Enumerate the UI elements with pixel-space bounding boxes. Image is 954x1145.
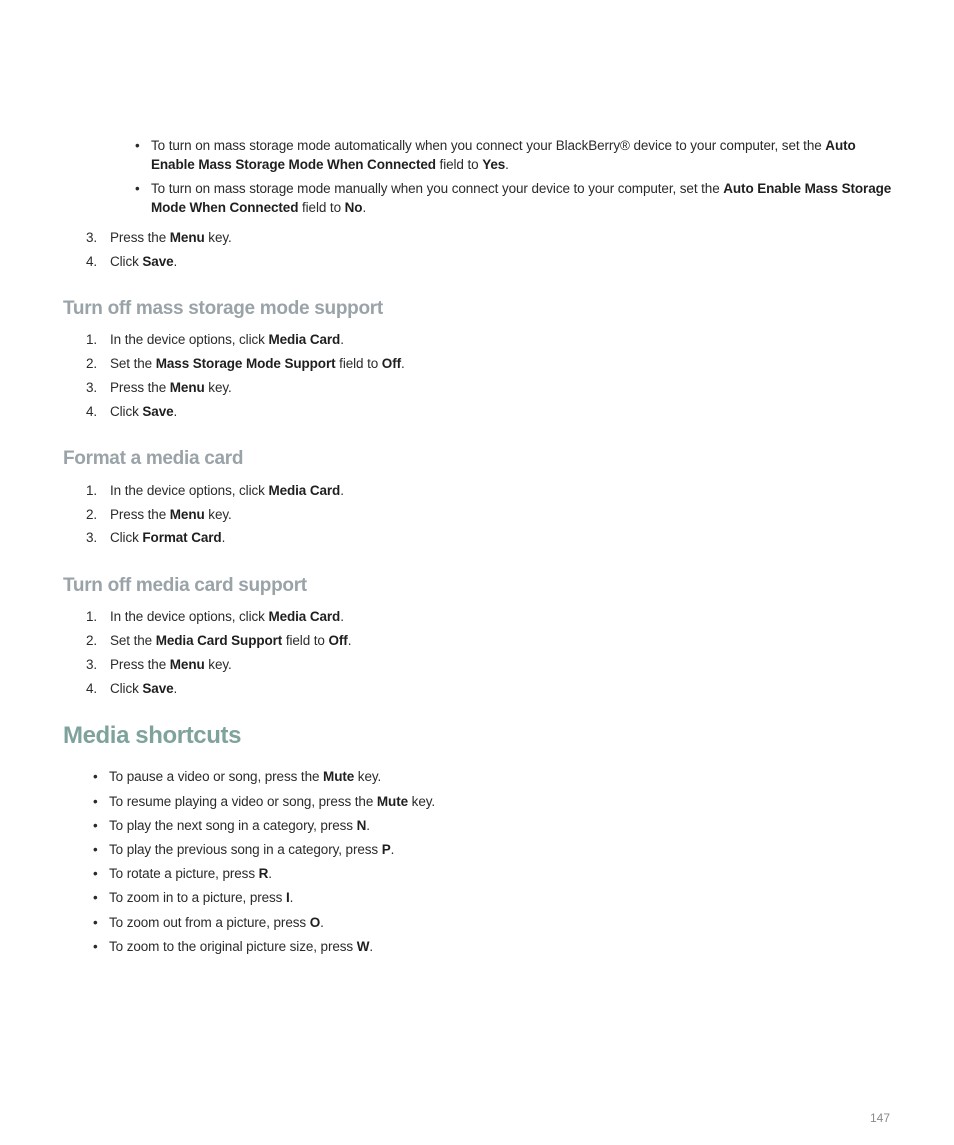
step-number: 2. (86, 507, 98, 522)
step-number: 2. (86, 356, 98, 371)
step-text: . (221, 530, 226, 545)
bullet-text: . (505, 157, 509, 172)
page-number: 147 (870, 1111, 891, 1125)
step-bold: Media Card (268, 483, 341, 498)
shortcut-key: N (356, 818, 367, 833)
step-item (86, 655, 232, 674)
shortcut-text: . (369, 939, 374, 954)
shortcut-key: R (258, 866, 269, 881)
bullet-glyph: • (135, 138, 140, 153)
shortcut-text: To zoom in to a picture, press (109, 890, 286, 905)
step-number: 3. (86, 530, 98, 545)
step-text: Press the (110, 507, 170, 522)
field-name: Auto Enable Mass Storage Mode When Connected (151, 181, 892, 215)
step-text: In the device options, click (110, 609, 269, 624)
step-number: 3. (86, 230, 98, 245)
shortcut-text: To zoom to the original picture size, press (109, 939, 357, 954)
shortcut-item (93, 840, 394, 859)
key-name: Menu (169, 230, 205, 245)
shortcut-key: Mute (323, 769, 355, 784)
step-text: Click (110, 681, 143, 696)
bullet-glyph: • (93, 818, 98, 833)
menu-item-name: Save (142, 254, 174, 269)
step-bold: Menu (169, 380, 205, 395)
bullet-glyph: • (93, 866, 98, 881)
step-number: 4. (86, 681, 98, 696)
section-heading: Format a media card (63, 448, 244, 469)
step-bold: Mass Storage Mode Support (155, 356, 336, 371)
step-number: 3. (86, 657, 98, 672)
step-number: 3. (86, 380, 98, 395)
step-text: key. (204, 657, 232, 672)
step-bold: Menu (169, 507, 205, 522)
bullet-glyph: • (93, 842, 98, 857)
shortcut-text: To zoom out from a picture, press (109, 915, 310, 930)
shortcut-key: O (309, 915, 321, 930)
step-item (86, 228, 232, 247)
step-item (86, 607, 344, 626)
shortcut-item (93, 888, 293, 907)
step-item (86, 528, 225, 547)
step-bold: Media Card (268, 332, 341, 347)
step-text: key. (204, 230, 232, 245)
step-number: 2. (86, 633, 98, 648)
shortcut-text: To pause a video or song, press the (109, 769, 324, 784)
shortcut-key: Mute (376, 794, 409, 809)
step-text: Set the (110, 633, 156, 648)
bullet-text: To turn on mass storage mode manually when you connect your device to your computer, set the (151, 181, 724, 196)
shortcut-item (93, 767, 381, 786)
bullet-glyph: • (135, 181, 140, 196)
intro-bullet-item (135, 179, 895, 217)
shortcut-item (93, 792, 435, 811)
step-bold: Media Card (268, 609, 341, 624)
shortcut-text: . (320, 915, 324, 930)
shortcut-item (93, 913, 324, 932)
step-text: Click (110, 254, 143, 269)
bullet-glyph: • (93, 794, 98, 809)
step-bold: Save (142, 681, 174, 696)
shortcut-key: I (285, 890, 290, 905)
step-text: . (173, 681, 178, 696)
step-item (86, 330, 344, 349)
step-text: key. (204, 507, 232, 522)
step-bold: Format Card (142, 530, 222, 545)
shortcut-text: . (390, 842, 395, 857)
step-item (86, 402, 177, 421)
step-text: key. (204, 380, 232, 395)
step-text: Click (110, 530, 143, 545)
bullet-glyph: • (93, 915, 98, 930)
step-text: Click (110, 404, 143, 419)
shortcut-text: . (366, 818, 370, 833)
step-item (86, 631, 351, 650)
shortcut-key: P (381, 842, 391, 857)
intro-bullet-list (135, 136, 895, 222)
bullet-glyph: • (93, 769, 98, 784)
step-number: 1. (86, 483, 98, 498)
step-number: 4. (86, 404, 98, 419)
step-text: field to (282, 633, 329, 648)
step-item (86, 505, 232, 524)
shortcut-text: . (289, 890, 294, 905)
step-text: Press the (110, 230, 170, 245)
step-bold: Save (142, 404, 174, 419)
field-name: Auto Enable Mass Storage Mode When Connected (151, 138, 856, 172)
step-text: . (401, 356, 405, 371)
bullet-text: . (362, 200, 367, 215)
step-number: 1. (86, 332, 98, 347)
bullet-text: field to (435, 157, 483, 172)
step-number: 1. (86, 609, 98, 624)
step-text: In the device options, click (110, 332, 269, 347)
step-text: . (340, 483, 344, 498)
shortcut-text: . (268, 866, 272, 881)
step-item (86, 252, 177, 271)
step-item (86, 378, 232, 397)
bullet-text: To turn on mass storage mode automatically when you connect your BlackBerry® device to your computer, set the (151, 138, 826, 153)
step-bold: Off (381, 356, 401, 371)
bullet-glyph: • (93, 939, 98, 954)
step-bold: Menu (169, 657, 205, 672)
shortcut-item (93, 816, 370, 835)
field-value: Yes (482, 157, 506, 172)
step-text: . (173, 404, 178, 419)
intro-bullet-item (135, 136, 895, 174)
step-text: Press the (110, 380, 170, 395)
step-item (86, 354, 405, 373)
field-value: No (344, 200, 363, 215)
shortcut-item (93, 864, 272, 883)
shortcut-key: W (356, 939, 370, 954)
shortcut-text: To play the next song in a category, press (109, 818, 357, 833)
shortcut-text: key. (408, 794, 436, 809)
media-shortcuts-heading: Media shortcuts (63, 722, 242, 749)
step-item (86, 679, 177, 698)
shortcut-text: To rotate a picture, press (109, 866, 259, 881)
step-text: . (340, 609, 344, 624)
step-text: field to (335, 356, 382, 371)
step-item (86, 481, 344, 500)
step-text: . (347, 633, 352, 648)
step-text: . (173, 254, 178, 269)
step-text: Set the (110, 356, 156, 371)
step-bold: Off (328, 633, 348, 648)
shortcut-text: To play the previous song in a category, press (109, 842, 382, 857)
step-number: 4. (86, 254, 98, 269)
bullet-glyph: • (93, 890, 98, 905)
section-heading: Turn off mass storage mode support (63, 298, 383, 319)
section-heading: Turn off media card support (63, 575, 307, 596)
shortcut-text: key. (354, 769, 382, 784)
step-text: In the device options, click (110, 483, 269, 498)
step-text: . (340, 332, 344, 347)
shortcut-item (93, 937, 373, 956)
bullet-text: field to (298, 200, 345, 215)
step-text: Press the (110, 657, 170, 672)
step-bold: Media Card Support (155, 633, 283, 648)
shortcut-text: To resume playing a video or song, press the (109, 794, 377, 809)
